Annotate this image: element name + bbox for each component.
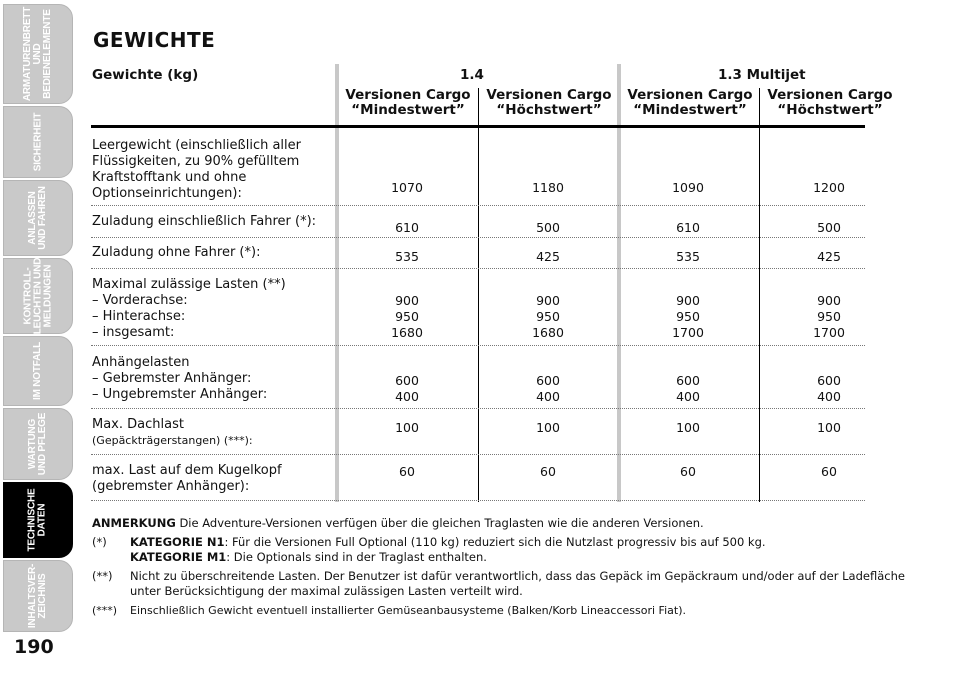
note-2 <box>92 569 907 599</box>
chapter-tabs <box>0 0 72 678</box>
table-cell: 600 400 <box>676 373 700 404</box>
row-divider <box>91 408 865 409</box>
column-header: Versionen Cargo “Höchstwert” <box>767 87 893 118</box>
row-divider <box>91 500 865 501</box>
row-divider <box>91 345 865 346</box>
page-number: 190 <box>14 636 54 658</box>
kategorie-m1-label: KATEGORIE M1 <box>130 550 227 564</box>
table-cell: 500 <box>817 220 841 235</box>
column-header: Versionen Cargo “Höchstwert” <box>486 87 612 118</box>
row-label-leergewicht: Leergewicht (einschließlich aller Flüssigkeiten, zu 90% gefülltem Kraftstofftank und ohne Optionseinrichtungen): <box>92 138 302 201</box>
table-cell: 600 400 <box>817 373 841 404</box>
table-cell: 60 <box>399 464 415 479</box>
tab-label: SICHERHEIT <box>32 112 43 172</box>
kategorie-n1-text: : Für die Versionen Full Optional (110 kg) reduziert sich die Nutzlast progressiv bis auf 500 kg. <box>224 535 766 549</box>
group-multijet: 1.3 Multijet <box>718 67 806 83</box>
tab-label: KONTROLL- LEUCHTEN UND MELDUNGEN <box>22 257 53 335</box>
note-3-text: Einschließlich Gewicht eventuell installierter Gemüseanbausysteme (Balken/Korb Lineaccessori Fiat). <box>130 604 686 617</box>
tab-anlassen[interactable] <box>3 180 73 256</box>
tab-label: ARMATURENBRETT UND BEDIENELEMENTE <box>22 6 54 102</box>
kategorie-m1-text: : Die Optionals sind in der Traglast enthalten. <box>226 550 487 564</box>
row-label-zuladung-ohne: Zuladung ohne Fahrer (*): <box>92 245 261 260</box>
row-divider <box>91 237 865 238</box>
dachlast-sublabel: (Gepäckträgerstangen) (***): <box>92 434 253 447</box>
table-cell: 100 <box>817 420 841 435</box>
row-divider <box>91 205 865 206</box>
tab-label: WARTUNG UND PFLEGE <box>26 412 48 476</box>
tab-inhaltsverzeichnis[interactable] <box>3 560 73 632</box>
table-cell: 610 <box>676 220 700 235</box>
note-marker: (*) <box>92 535 107 549</box>
table-cell: 1200 <box>813 180 845 195</box>
table-cell: 100 <box>536 420 560 435</box>
table-cell: 60 <box>821 464 837 479</box>
note-2-text: Nicht zu überschreitende Lasten. Der Benutzer ist dafür verantwortlich, dass das Gepäck im Gepäckraum und/oder auf der Ladefläche unter Berücksichtigung der maximal zulässigen Lasten verteilt wird. <box>130 569 905 598</box>
column-header: Versionen Cargo “Mindestwert” <box>627 87 753 118</box>
anmerkung-text: Die Adventure-Versionen verfügen über die gleichen Traglasten wie die anderen Versionen. <box>175 516 704 530</box>
row-header: Gewichte (kg) <box>92 67 199 83</box>
table-cell: 1070 <box>391 180 423 195</box>
tab-label: INHALTSVER- ZEICHNIS <box>27 563 48 629</box>
row-label-max-lasten: Maximal zulässige Lasten (**) – Vorderachse: – Hinterachse: – insgesamt: <box>92 277 286 340</box>
row-label-anhaengelasten: Anhängelasten – Gebremster Anhänger: – Ungebremster Anhänger: <box>92 355 268 402</box>
column-divider <box>759 88 760 502</box>
tab-label: TECHNISCHE DATEN <box>26 488 48 552</box>
table-cell: 600 400 <box>395 373 419 404</box>
table-cell: 900 950 1700 <box>813 293 845 340</box>
tab-armaturenbrett[interactable] <box>3 4 73 104</box>
row-divider <box>91 268 865 269</box>
table-cell: 900 950 1680 <box>532 293 564 340</box>
table-cell: 425 <box>817 249 841 264</box>
note-1 <box>92 535 907 565</box>
header-rule <box>91 125 865 128</box>
table-cell: 900 950 1680 <box>391 293 423 340</box>
notes <box>92 516 907 622</box>
column-header: Versionen Cargo “Mindestwert” <box>345 87 471 118</box>
table-cell: 535 <box>395 249 419 264</box>
row-label-dachlast <box>92 417 253 449</box>
tab-im-notfall[interactable] <box>3 336 73 406</box>
row-label-kugelkopf: max. Last auf dem Kugelkopf (gebremster Anhänger): <box>92 463 282 494</box>
table-cell: 60 <box>680 464 696 479</box>
anmerkung-label: ANMERKUNG <box>92 516 176 530</box>
table-cell: 1180 <box>532 180 564 195</box>
table-cell: 610 <box>395 220 419 235</box>
table-cell: 60 <box>540 464 556 479</box>
row-divider <box>91 454 865 455</box>
table-cell: 500 <box>536 220 560 235</box>
dachlast-label: Max. Dachlast <box>92 417 184 432</box>
tab-technische-daten[interactable] <box>3 482 73 558</box>
kategorie-n1-label: KATEGORIE N1 <box>130 535 225 549</box>
tab-label: IM NOTFALL <box>32 342 43 400</box>
note-3 <box>92 603 907 618</box>
page-title: GEWICHTE <box>93 28 216 52</box>
row-label-zuladung-fahrer: Zuladung einschließlich Fahrer (*): <box>92 214 317 229</box>
note-marker: (**) <box>92 569 113 583</box>
tab-kontrollleuchten[interactable] <box>3 258 73 334</box>
table-cell: 1090 <box>672 180 704 195</box>
note-marker: (***) <box>92 604 118 617</box>
table-cell: 425 <box>536 249 560 264</box>
table-cell: 100 <box>676 420 700 435</box>
group-1-4: 1.4 <box>460 67 484 83</box>
table-cell: 100 <box>395 420 419 435</box>
tab-wartung[interactable] <box>3 408 73 480</box>
tab-sicherheit[interactable] <box>3 106 73 178</box>
column-divider <box>478 88 479 502</box>
table-cell: 900 950 1700 <box>672 293 704 340</box>
tab-label: ANLASSEN UND FAHREN <box>27 186 48 250</box>
table-cell: 535 <box>676 249 700 264</box>
table-cell: 600 400 <box>536 373 560 404</box>
column-divider <box>617 64 621 502</box>
note-anmerkung <box>92 516 907 531</box>
column-divider <box>335 64 339 502</box>
